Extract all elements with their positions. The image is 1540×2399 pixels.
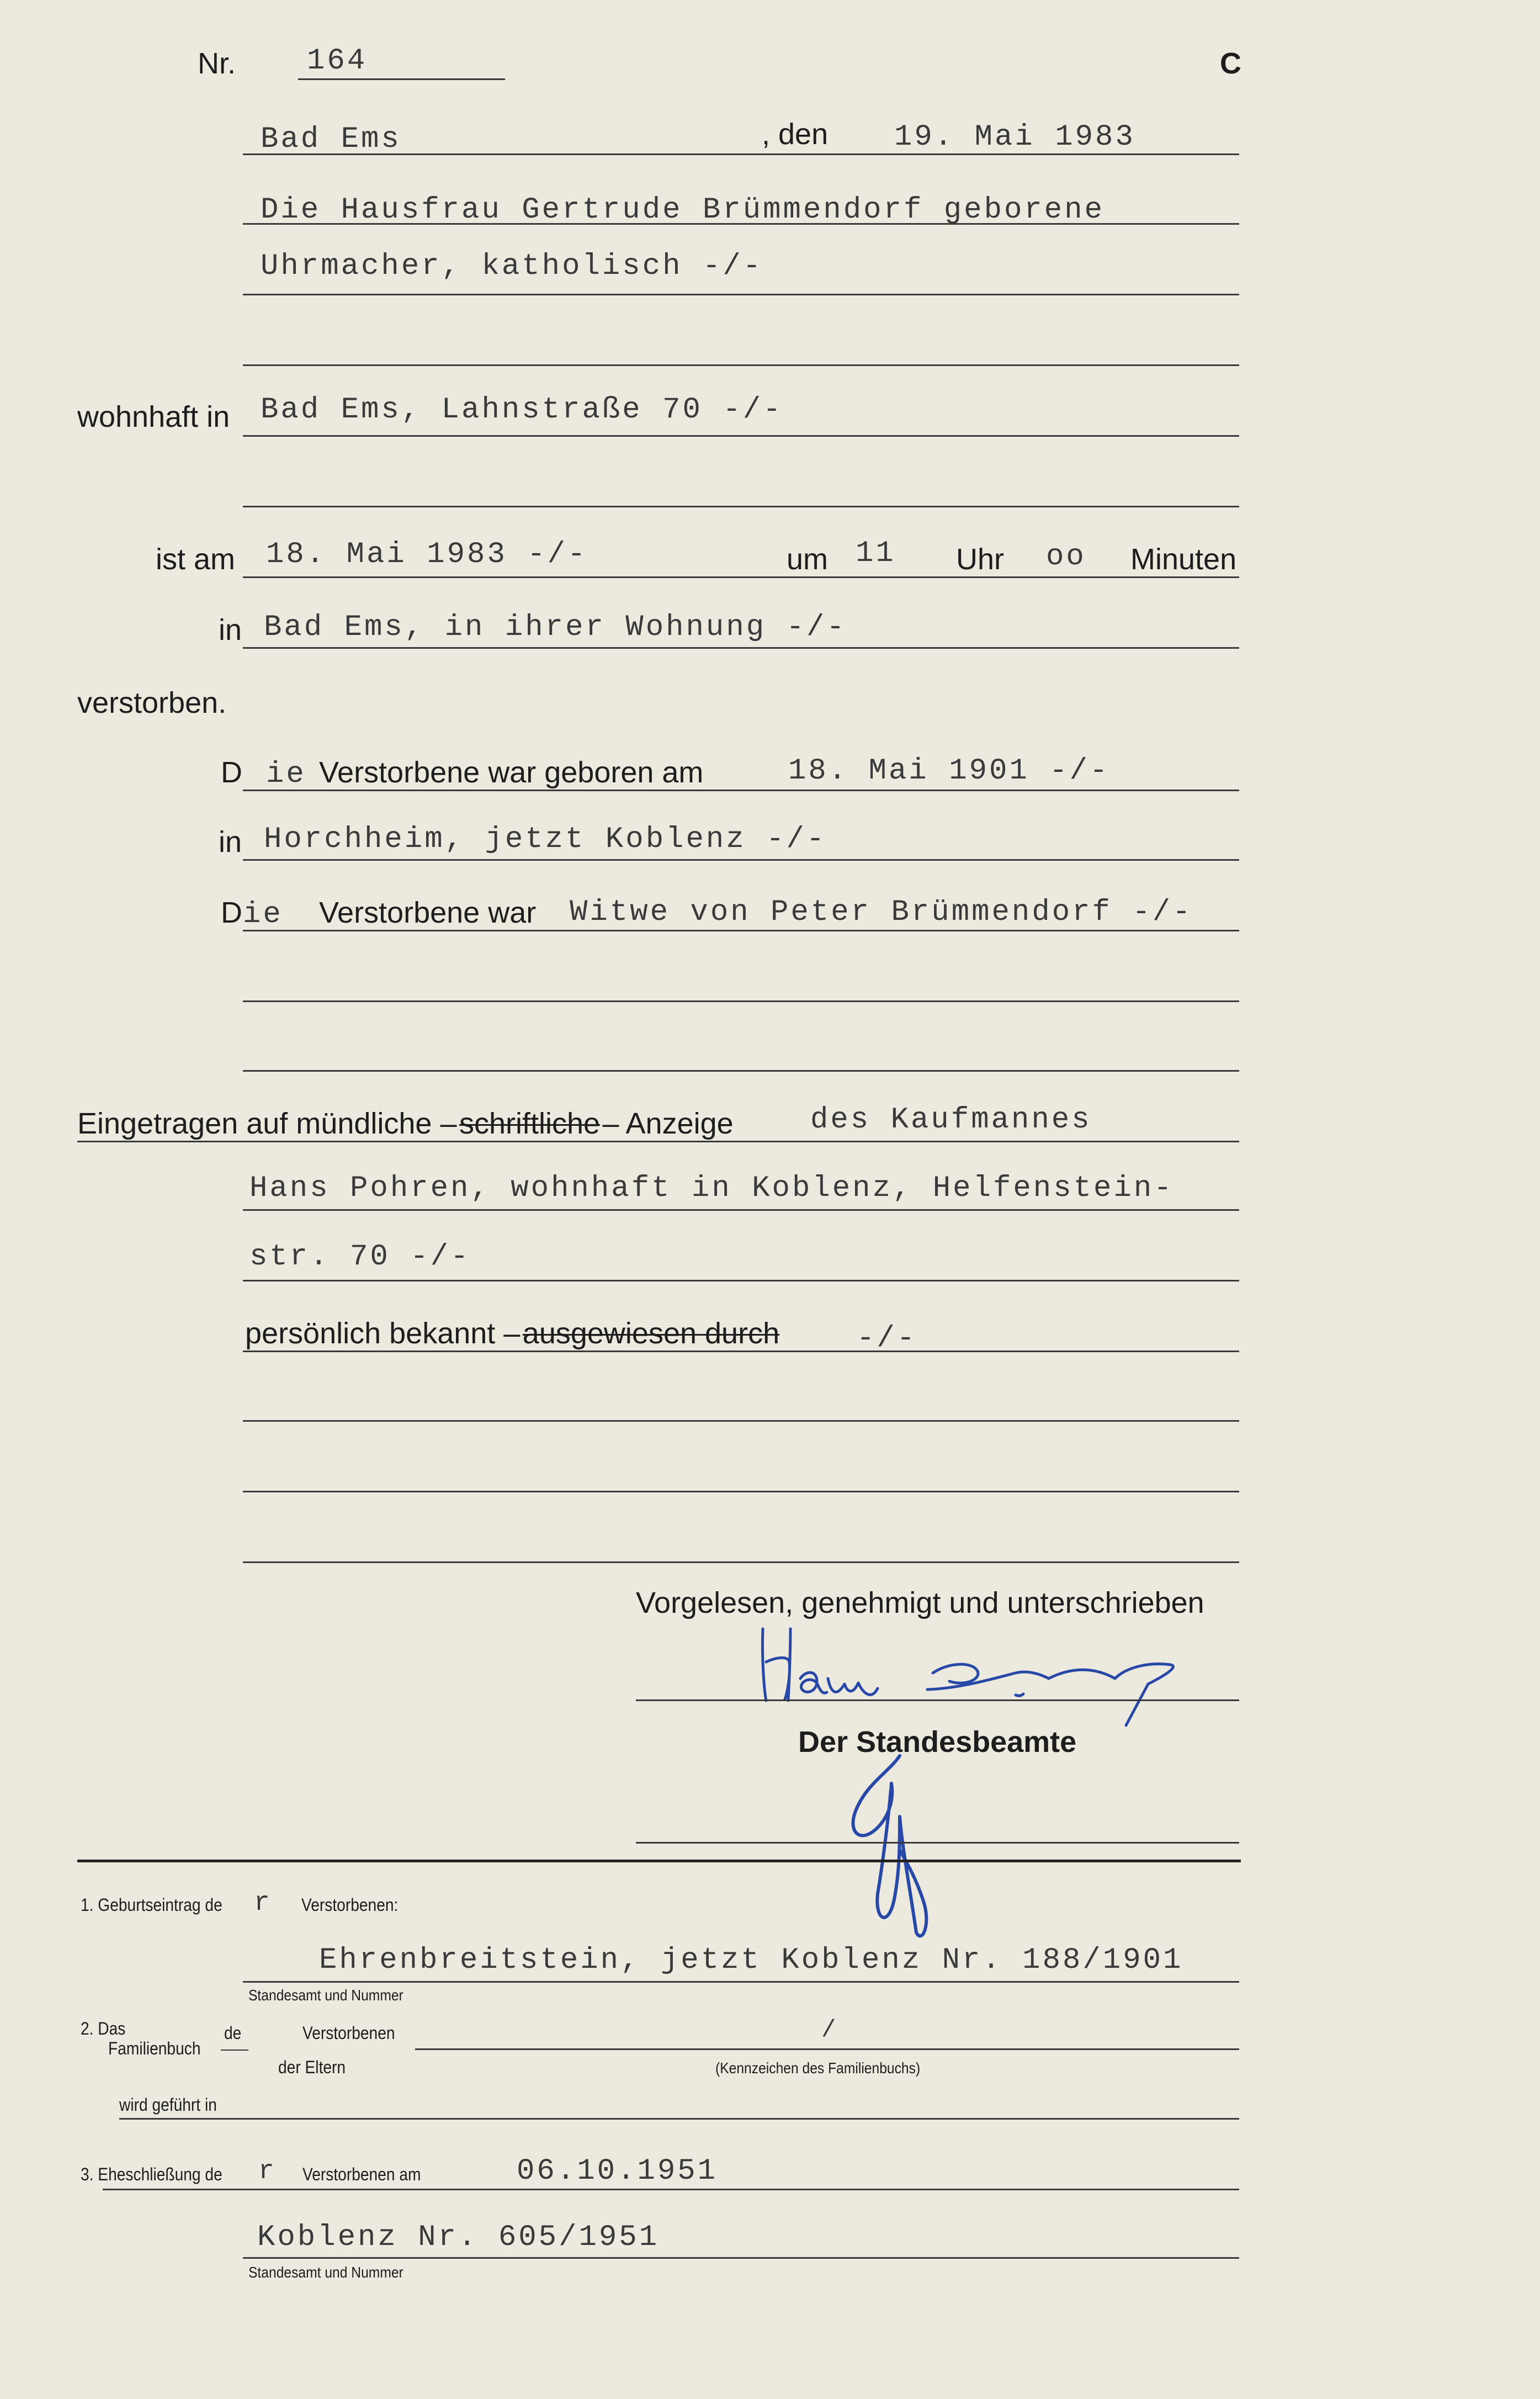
marital-value: Witwe von Peter Brümmendorf -/- [570, 896, 1193, 929]
underline [243, 223, 1239, 225]
underline [243, 1280, 1239, 1281]
underline [243, 1000, 1239, 1002]
marriage-caption: Standesamt und Nummer [248, 2264, 403, 2281]
family-book-eltern: der Eltern [278, 2057, 346, 2077]
date-value: 19. Mai 1983 [894, 120, 1135, 154]
underline [243, 1351, 1239, 1352]
birth-ie-typed: ie [266, 758, 306, 791]
registration-label-prefix: Eingetragen auf mündliche – [77, 1107, 457, 1140]
underline [243, 2257, 1239, 2259]
verstorben-label: verstorben. [77, 686, 227, 719]
underline [243, 576, 1239, 578]
birth-entry-label: 1. Geburtseintrag de [81, 1895, 222, 1915]
birth-entry-value: Ehrenbreitstein, jetzt Koblenz Nr. 188/1901 [319, 1943, 1183, 1977]
underline [243, 364, 1239, 366]
um-label: um [787, 543, 829, 576]
bekannt-value: -/- [857, 1322, 917, 1355]
birth-entry-caption: Standesamt und Nummer [248, 1987, 403, 2004]
family-book-de: de [224, 2023, 242, 2043]
minuten-label: Minuten [1130, 543, 1237, 576]
bekannt-label [245, 1316, 779, 1351]
underline [243, 1420, 1239, 1422]
birth-in-label: in [219, 825, 242, 859]
ist-am-label: ist am [156, 543, 236, 576]
birth-date: 18. Mai 1901 -/- [788, 754, 1110, 788]
underline [243, 506, 1239, 507]
underline [243, 1981, 1239, 1983]
registration-label [77, 1106, 734, 1141]
marital-ie-typed: ie [243, 898, 283, 931]
family-book-wird: wird geführt in [119, 2095, 217, 2115]
registration-label-suffix: – Anzeige [602, 1107, 734, 1140]
residence-value: Bad Ems, Lahnstraße 70 -/- [261, 393, 783, 427]
underline [243, 790, 1239, 791]
residence-label: wohnhaft in [77, 400, 230, 433]
death-date: 18. Mai 1983 -/- [266, 538, 588, 571]
registration-value-3: str. 70 -/- [249, 1240, 471, 1274]
underline [243, 435, 1239, 437]
read-approved-text: Vorgelesen, genehmigt und unterschrieben [636, 1586, 1204, 1619]
underline [243, 1561, 1239, 1563]
underline [77, 1141, 1239, 1142]
nr-value: 164 [307, 44, 368, 78]
family-book-divider [221, 2050, 248, 2051]
underline [243, 859, 1239, 861]
family-book-verstorbenen: Verstorbenen [302, 2023, 395, 2043]
underline [119, 2118, 1239, 2120]
marital-d-prefix: D [221, 896, 242, 929]
in-label: in [219, 613, 242, 647]
marital-label: Verstorbene war [319, 896, 537, 929]
birth-d-prefix: D [221, 756, 242, 789]
marriage-date: 06.10.1951 [517, 2154, 718, 2188]
underline [243, 1491, 1239, 1492]
footer-separator [77, 1860, 1241, 1862]
header-underline [243, 153, 1239, 155]
birth-label: Verstorbene war geboren am [319, 756, 704, 789]
registrar-title: Der Standesbeamte [798, 1725, 1077, 1759]
family-book-caption: (Kennzeichen des Familienbuchs) [715, 2059, 921, 2077]
marriage-label-2: Verstorbenen am [302, 2164, 421, 2184]
death-minutes: oo [1046, 540, 1086, 574]
registrar-signature-line [636, 1842, 1239, 1844]
registration-value-2: Hans Pohren, wohnhaft in Koblenz, Helfenstein- [249, 1172, 1174, 1205]
underline [243, 294, 1239, 295]
bekannt-struck: ausgewiesen durch [522, 1317, 780, 1350]
nr-label: Nr. [198, 47, 236, 80]
marriage-value: Koblenz Nr. 605/1951 [257, 2221, 660, 2254]
person-line-1: Die Hausfrau Gertrude Brümmendorf geborene [261, 193, 1105, 227]
underline [415, 2048, 1239, 2050]
uhr-label: Uhr [956, 543, 1005, 576]
registrar-signature [833, 1750, 944, 1949]
family-book-num: 2. Das [81, 2019, 126, 2038]
underline [243, 1070, 1239, 1072]
death-place: Bad Ems, in ihrer Wohnung -/- [264, 611, 847, 644]
family-book-label: Familienbuch [108, 2038, 201, 2058]
underline [103, 2189, 1239, 2190]
nr-underline [298, 78, 505, 80]
place-value: Bad Ems [261, 123, 401, 156]
underline [243, 1209, 1239, 1211]
family-book-slash: / [821, 2016, 838, 2044]
death-hour: 11 [856, 537, 896, 570]
underline [243, 930, 1239, 931]
informant-signature-line [636, 1699, 1239, 1701]
birth-entry-r: r [254, 1888, 272, 1918]
registration-value-1: des Kaufmannes [810, 1103, 1092, 1137]
bekannt-prefix: persönlich bekannt – [245, 1317, 521, 1350]
marriage-label: 3. Eheschließung de [81, 2164, 222, 2184]
birth-entry-label-2: Verstorbenen: [301, 1895, 399, 1915]
form-letter: C [1220, 47, 1241, 80]
den-label: , den [762, 118, 829, 151]
marriage-r: r [258, 2157, 277, 2186]
underline [243, 647, 1239, 649]
registration-label-struck: schriftliche [459, 1107, 601, 1140]
person-line-2: Uhrmacher, katholisch -/- [261, 250, 763, 283]
birth-place: Horchheim, jetzt Koblenz -/- [264, 823, 827, 856]
